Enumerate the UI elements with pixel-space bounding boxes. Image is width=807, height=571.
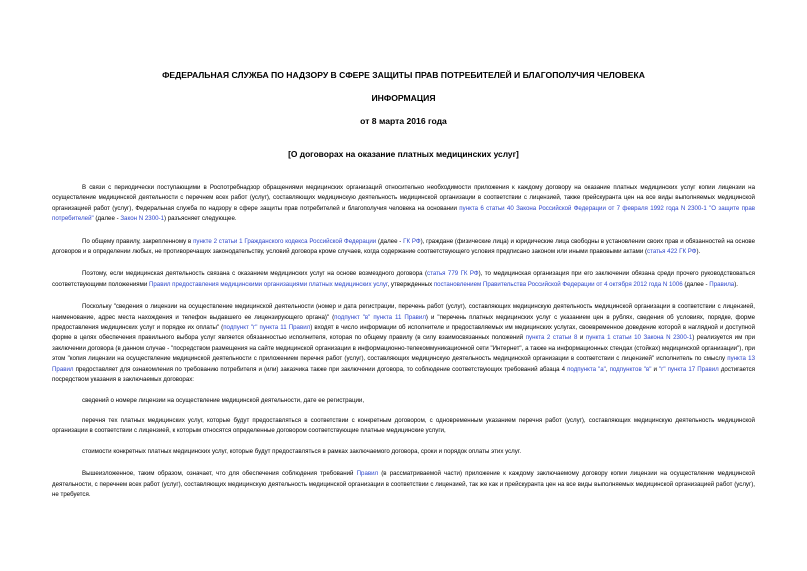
law-link[interactable]: статья 422 ГК РФ [647,248,697,256]
paragraph-text: , утвержденных [387,280,434,288]
paragraph-text: Поскольку "сведения о лицензии на осуществление медицинской деятельности (номер и дата регистрации, перечень работ (услуг), составляющих медицинскую деятельность медицинской организации в соответствии с лицензией, наименование, адрес места нахождения и телефон выдавшего ее лицензирующего органа)" ( [52,303,755,321]
paragraph-text: и [577,334,586,342]
doc-title: [О договорах на оказание платных медицинских услуг] [288,149,519,159]
paragraph-4 [52,302,755,385]
law-link[interactable]: пункте 2 статьи 1 Гражданского кодекса Российской Федерации [193,237,377,245]
paragraph-8 [52,469,755,500]
law-link[interactable]: Правила [709,280,735,288]
paragraph-text: достигается посредством указания в заключаемых договорах: [52,365,755,384]
law-link[interactable]: Правил предоставления медицинскими организациями платных медицинских услуг [148,280,388,288]
paragraph-text: ) входят в число информации об исполнителе и предоставляемых им медицинских услугах, своевременное доведение которой в наглядной и доступной форме в целях обеспечения правильного выбора услуг является обязанностью исполнителя, которая по общему правилу (в силу взаимосвязанных положений [52,324,756,342]
doc-type-heading: ИНФОРМАЦИЯ [371,93,436,103]
paragraph-1 [52,183,755,225]
paragraph-6: перечня тех платных медицинских услуг, которые будут предоставляться в соответствии с конкретным договором, с одновременным указанием перечня работ (услуг), составляющих медицинскую деятельность медицинской организации в соответствии с лицензией, к которым относятся определенные договором соответствующие платные медицинские услуги, [52,416,755,435]
paragraph-text: (далее - [376,237,404,245]
paragraph-text: , [605,365,610,373]
law-link[interactable]: пункта 6 статьи 40 Закона Российской Федерации от 7 февраля 1992 года N 2300-1 "О защите прав потребителей" [52,204,755,223]
paragraph-text: ). [734,280,738,288]
paragraph-text: Поэтому, если медицинская деятельность связана с оказанием медицинских услуг на основе возмездного договора ( [82,270,428,278]
paragraph-text: Вышеизложенное, таким образом, означает, что для обеспечения соблюдения требований [82,470,357,478]
paragraph-3 [52,269,755,290]
law-link[interactable]: пункта 2 статьи 8 [525,334,578,342]
law-link[interactable]: ГК РФ [403,237,421,245]
law-link[interactable]: подпунктов "в" [609,365,652,373]
law-link[interactable]: пункта 13 Правил [52,355,755,373]
law-link[interactable]: пункта 1 статьи 10 Закона N 2300-1 [585,334,693,342]
paragraph-text: предоставляет для ознакомления по требованию потребителя и (или) заказчика также при заключении договора, то соблюдение соответствующих требований абзаца 4 [73,365,568,373]
doc-date: от 8 марта 2016 года [360,116,447,126]
paragraph-text: ) реализуется им при заключении договора (в данном случае - "посредством размещения на сайте медицинской организации в информационно-телекоммуникационной сети "Интернет", а также на информационных стендах (стойках) медицинской организации"), при этом "копия лицензии на осуществление медицинской деятельности с приложением перечня работ (услуг), составляющих медицинскую деятельность медицинской организации в соответствии с лицензией" исполнитель по смыслу [52,334,756,363]
paragraph-text: (далее - [682,280,710,288]
paragraph-5: сведений о номере лицензии на осуществление медицинской деятельности, дате ее регистрации, [82,396,365,404]
paragraph-text: и [651,365,659,373]
law-link[interactable]: Закон N 2300-1 [120,215,164,223]
law-link[interactable]: постановлением Правительства Российской Федерации от 4 октября 2012 года N 1006 [433,280,683,288]
law-link[interactable]: "г" пункта 17 Правил [658,365,719,373]
paragraph-text: ). [696,248,701,256]
agency-heading: ФЕДЕРАЛЬНАЯ СЛУЖБА ПО НАДЗОРУ В СФЕРЕ ЗАЩИТЫ ПРАВ ПОТРЕБИТЕЛЕЙ И БЛАГОПОЛУЧИЯ ЧЕЛОВЕКА [162,70,645,80]
law-link[interactable]: подпункта "а" [567,365,606,373]
paragraph-text: ) разъясняет следующее. [163,215,237,223]
law-link[interactable]: подпункт "в" пункта 11 Правил [334,313,426,321]
paragraph-text: В связи с периодически поступающими в Роспотребнадзор обращениями медицинских организаций относительно необходимости приложения к каждому договору на оказание платных медицинских услуг копии лицензии на осуществление медицинской деятельности с перечнем всех работ (услуг), составляющих медицинскую деятельность медицинской организации в соответствии с лицензией, также прейскуранта цен на все виды выполняемых медицинской организацией работ (услуг), Федеральная служба по надзору в сфере защиты прав потребителей и благополучия человека на основании [52,184,755,212]
paragraph-text: ), граждане (физические лица) и юридические лица свободны в установлении своих прав и обязанностей на основе договоров и в определении любых, не противоречащих законодательству, условий договора кроме случаев, когда содержание соответствующего условия предписано законом или иными правовыми актами ( [52,237,755,256]
paragraph-text: ), то медицинская организация при его заключении обязана среди прочего руководствоваться соответствующими положениями [52,270,755,288]
paragraph-text: (в рассматриваемой части) приложение к каждому заключаемому договору копии лицензии на осуществление медицинской деятельности, с перечнем всех работ (услуг), составляющих медицинскую деятельность медицинской организации в соответствии с лицензией, так же как и прейскуранта цен на все виды выполняемых медицинской организацией работ (услуг), не требуется. [52,470,755,498]
law-link[interactable]: подпункт "г" пункта 11 Правил [223,324,311,332]
paragraph-2 [52,237,755,258]
law-link[interactable]: Правил [356,470,379,478]
paragraph-text: ) и "перечень платных медицинских услуг с указанием цен в рублях, сведения об условиях, порядке, форме предоставления медицинских услуг и порядке их оплаты" ( [52,313,755,332]
paragraph-7: стоимости конкретных платных медицинских услуг, которые будут предоставляться в рамках заключаемого договора, сроки и порядок оплаты этих услуг. [82,447,522,455]
paragraph-text: По общему правилу, закрепленному в [82,237,194,245]
law-link[interactable]: статья 779 ГК РФ [427,270,479,278]
paragraph-text: (далее - [93,215,121,223]
